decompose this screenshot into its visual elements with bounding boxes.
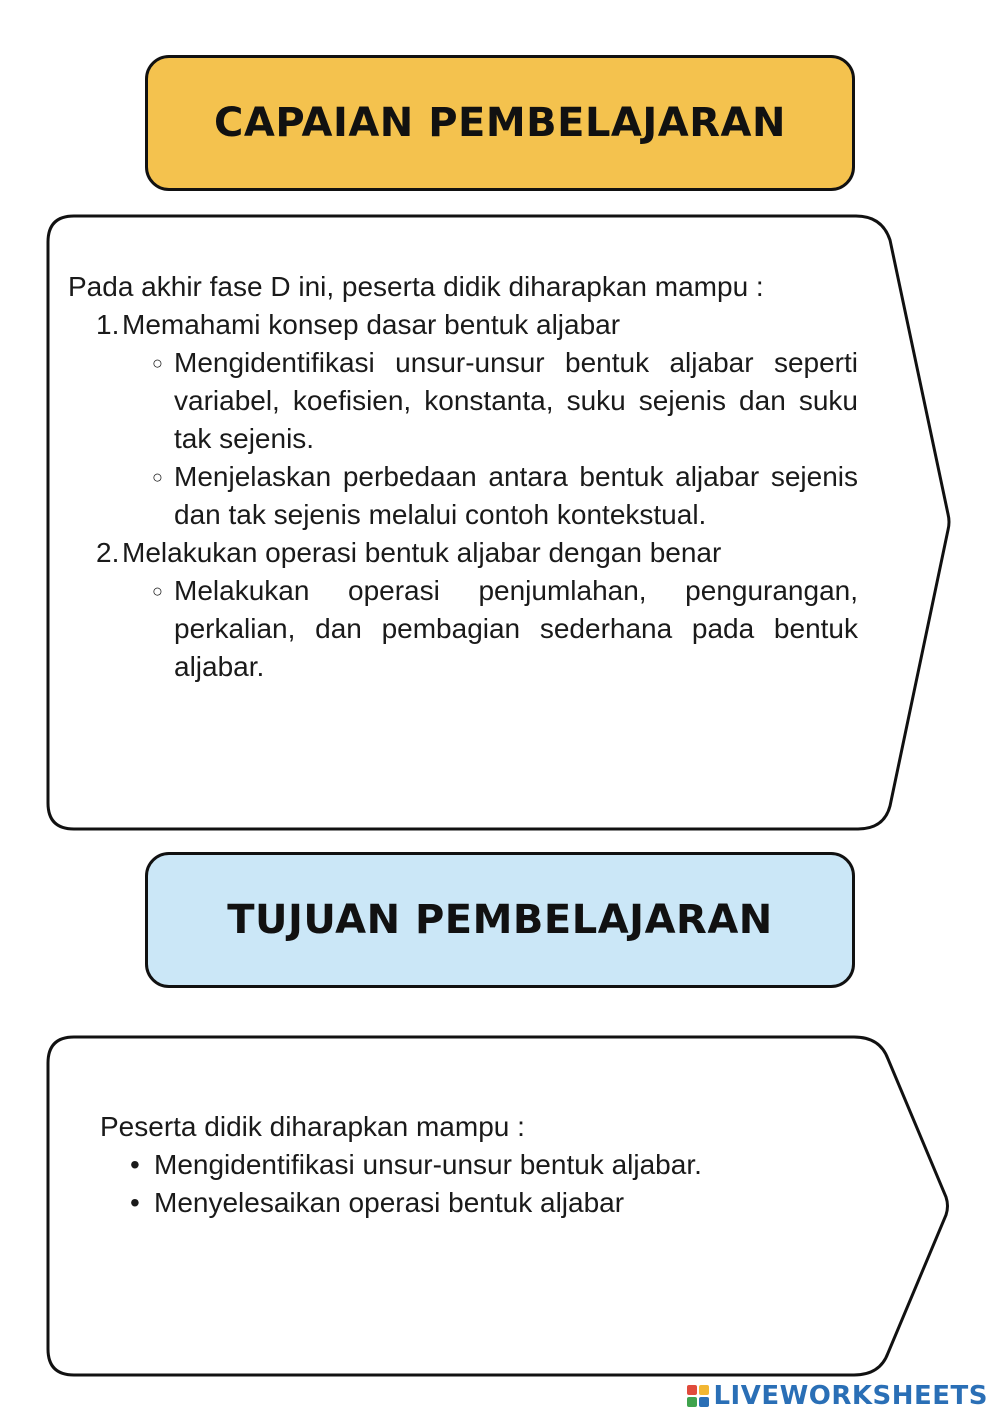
- capaian-title: CAPAIAN PEMBELAJARAN: [214, 100, 786, 146]
- liveworksheets-watermark: [687, 1381, 988, 1411]
- capaian-item-2-number: 2.: [96, 537, 120, 568]
- capaian-item-1-number: 1.: [96, 309, 120, 340]
- bullet-icon: •: [130, 1187, 140, 1218]
- list-item: [130, 1146, 860, 1184]
- capaian-item-2-text: Melakukan operasi bentuk aljabar dengan benar: [122, 537, 722, 568]
- hollow-bullet-icon: ○: [152, 467, 163, 487]
- capaian-item-2-sublist: [152, 572, 858, 686]
- capaian-intro: Pada akhir fase D ini, peserta didik diharapkan mampu :: [68, 271, 764, 302]
- liveworksheets-logo-icon: [687, 1385, 709, 1407]
- list-item: [152, 572, 858, 686]
- sub-item-text: Melakukan operasi penjumlahan, pengurangan, perkalian, dan pembagian sederhana pada bentuk aljabar.: [174, 575, 858, 682]
- tujuan-item-text: Mengidentifikasi unsur-unsur bentuk aljabar.: [154, 1149, 702, 1180]
- bullet-icon: •: [130, 1149, 140, 1180]
- tujuan-content: [100, 1108, 860, 1222]
- capaian-item-2: [96, 534, 858, 572]
- tujuan-list: [130, 1146, 860, 1222]
- tujuan-content-box: [46, 1035, 952, 1377]
- sub-item-text: Menjelaskan perbedaan antara bentuk aljabar sejenis dan tak sejenis melalui contoh kontekstual.: [174, 461, 858, 530]
- capaian-content: [68, 268, 858, 686]
- hollow-bullet-icon: ○: [152, 581, 163, 601]
- watermark-text: LIVEWORKSHEETS: [713, 1381, 988, 1411]
- list-item: [152, 458, 858, 534]
- tujuan-intro: Peserta didik diharapkan mampu :: [100, 1111, 525, 1142]
- capaian-header: [145, 55, 855, 191]
- capaian-item-1-sublist: [152, 344, 858, 534]
- sub-item-text: Mengidentifikasi unsur-unsur bentuk aljabar seperti variabel, koefisien, konstanta, suku sejenis dan suku tak sejenis.: [174, 347, 858, 454]
- tujuan-title: TUJUAN PEMBELAJARAN: [227, 897, 773, 943]
- capaian-item-1-text: Memahami konsep dasar bentuk aljabar: [122, 309, 621, 340]
- capaian-item-1: [96, 306, 858, 344]
- hollow-bullet-icon: ○: [152, 353, 163, 373]
- list-item: [130, 1184, 860, 1222]
- tujuan-item-text: Menyelesaikan operasi bentuk aljabar: [154, 1187, 625, 1218]
- tujuan-header: [145, 852, 855, 988]
- list-item: [152, 344, 858, 458]
- capaian-content-box: [46, 214, 952, 831]
